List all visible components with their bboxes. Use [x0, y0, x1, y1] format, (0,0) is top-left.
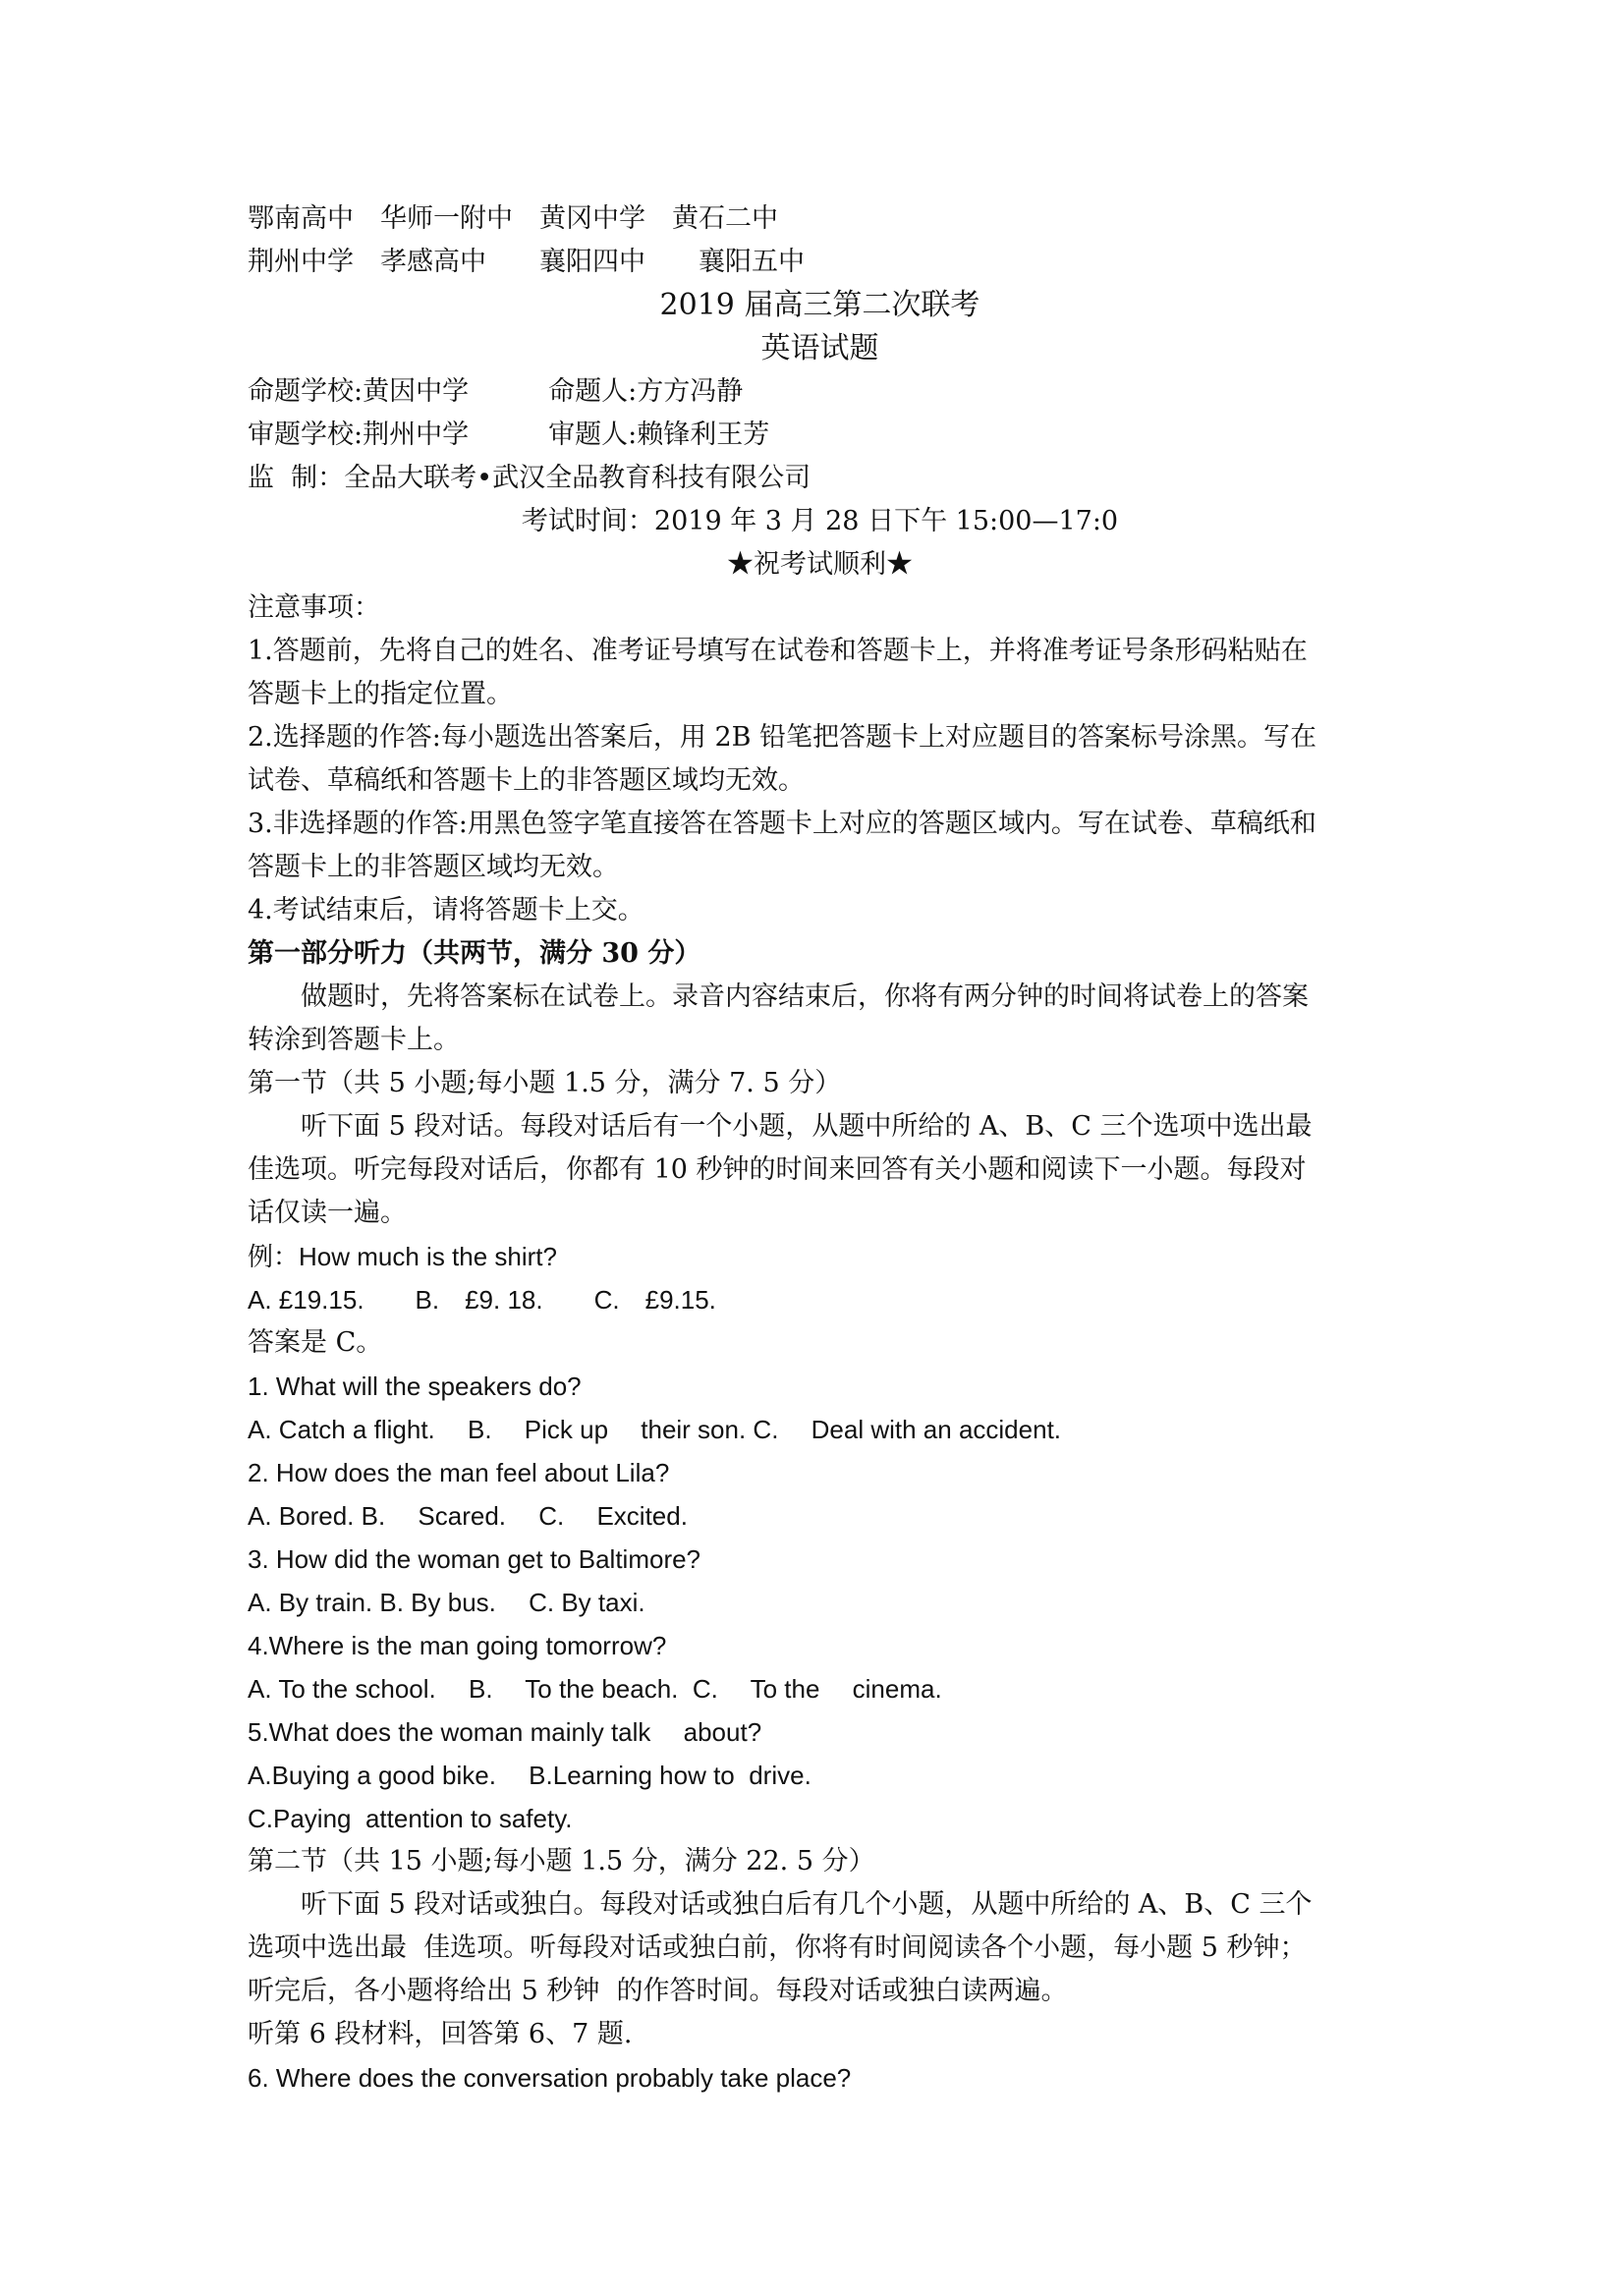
question-4: 4.Where is the man going tomorrow? [248, 1631, 667, 1660]
section2-intro-line-1: 听下面 5 段对话或独白。每段对话或独白后有几个小题，从题中所给的 A、B、C 三个 [301, 1889, 1313, 1920]
question-5: 5.What does the woman mainly talk about? [248, 1717, 762, 1747]
notes-item-1-line-2: 答题卡上的指定位置。 [248, 679, 513, 709]
page-content [248, 197, 1392, 2100]
section1-heading: 第一节（共 5 小题;每小题 1.5 分，满分 7. 5 分） [248, 1068, 842, 1098]
schools-line-1: 鄂南高中 华师一附中 黄冈中学 黄石二中 [248, 203, 778, 234]
question-2-options: A. Bored. B. Scared. C. Excited. [248, 1501, 688, 1531]
question-2: 2. How does the man feel about Lila? [248, 1458, 670, 1487]
part1-intro-line-2: 转涂到答题卡上。 [248, 1025, 460, 1055]
section2-intro-line-3: 听完后，各小题将给出 5 秒钟 的作答时间。每段对话或独白读两遍。 [248, 1976, 1068, 2006]
question-6: 6. Where does the conversation probably take place? [248, 2063, 852, 2093]
notes-heading: 注意事项： [248, 592, 380, 623]
notes-item-2-line-2: 试卷、草稿纸和答题卡上的非答题区域均无效。 [248, 765, 805, 796]
question-3: 3. How did the woman get to Baltimore? [248, 1544, 701, 1574]
notes-item-4: 4.考试结束后，请将答题卡上交。 [248, 895, 644, 925]
subject-title: 英语试题 [760, 331, 879, 365]
example-options: A. £19.15. B. £9. 18. C. £9.15. [248, 1285, 716, 1315]
question-5-options-line-2: C.Paying attention to safety. [248, 1804, 573, 1833]
question-1: 1. What will the speakers do? [248, 1372, 582, 1401]
example-answer: 答案是 C。 [248, 1327, 383, 1358]
exam-time: 考试时间：2019 年 3 月 28 日下午 15:00—17:0 [521, 506, 1119, 536]
question-1-options: A. Catch a flight. B. Pick up their son. C. Deal with an accident. [248, 1415, 1062, 1444]
question-3-options: A. By train. B. By bus. C. By taxi. [248, 1588, 645, 1617]
notes-item-3-line-2: 答题卡上的非答题区域均无效。 [248, 852, 619, 882]
question-5-options-line-1: A.Buying a good bike. B.Learning how to drive. [248, 1761, 812, 1790]
reviewer-line: 审题学校:荆州中学 审题人:赖锋利王芳 [248, 420, 770, 450]
notes-item-2-line-1: 2.选择题的作答:每小题选出答案后，用 2B 铅笔把答题卡上对应题目的答案标号涂黑。写在 [248, 722, 1317, 753]
question-4-options: A. To the school. B. To the beach. C. To the cinema. [248, 1674, 942, 1704]
part1-intro-line-1: 做题时，先将答案标在试卷上。录音内容结束后，你将有两分钟的时间将试卷上的答案 [301, 981, 1309, 1012]
section2-heading: 第二节（共 15 小题;每小题 1.5 分，满分 22. 5 分） [248, 1846, 875, 1876]
setter-line: 命题学校:黄因中学 命题人:方方冯静 [248, 376, 744, 407]
section1-intro-line-3: 话仅读一遍。 [248, 1198, 407, 1228]
section1-intro-line-2: 佳选项。听完每段对话后，你都有 10 秒钟的时间来回答有关小题和阅读下一小题。每段对 [248, 1154, 1307, 1185]
section1-intro-line-1: 听下面 5 段对话。每段对话后有一个小题，从题中所给的 A、B、C 三个选项中选出最 [301, 1111, 1313, 1142]
notes-item-3-line-1: 3.非选择题的作答:用黑色签字笔直接答在答题卡上对应的答题区域内。写在试卷、草稿纸和 [248, 809, 1316, 839]
schools-line-2: 荆州中学 孝感高中 襄阳四中 襄阳五中 [248, 247, 805, 277]
notes-item-1-line-1: 1.答题前，先将自己的姓名、准考证号填写在试卷和答题卡上，并将准考证号条形码粘贴在 [248, 636, 1308, 666]
supervisor-line: 监 制：全品大联考•武汉全品教育科技有限公司 [248, 463, 812, 493]
section2-intro-line-2: 选项中选出最 佳选项。听每段对话或独白前，你将有时间阅读各个小题，每小题 5 秒钟； [248, 1932, 1307, 1963]
example-question: 例：How much is the shirt? [248, 1242, 557, 1271]
part1-heading: 第一部分听力（共两节，满分 30 分） [248, 938, 701, 969]
material-6-instruction: 听第 6 段材料，回答第 6、7 题. [248, 2019, 633, 2049]
exam-title: 2019 届高三第二次联考 [659, 288, 980, 322]
good-luck-banner: ★祝考试顺利★ [727, 549, 913, 580]
